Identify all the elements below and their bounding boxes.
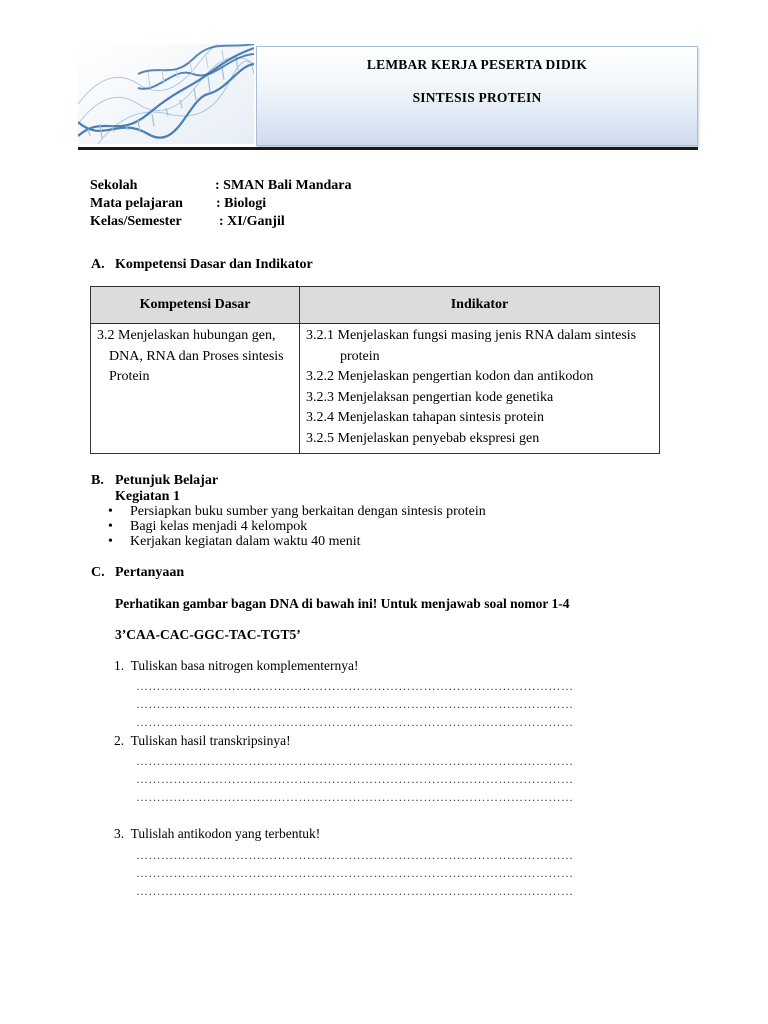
section-c-title: Pertanyaan xyxy=(115,565,185,580)
answer-line[interactable]: …………………………………………………………………………………………… xyxy=(136,715,574,729)
answer-line[interactable]: …………………………………………………………………………………………… xyxy=(136,772,574,786)
header-divider xyxy=(78,147,698,150)
list-item-text: Bagi kelas menjadi 4 kelompok xyxy=(130,519,308,534)
bullet-icon: • xyxy=(108,519,113,534)
answer-line[interactable]: …………………………………………………………………………………………… xyxy=(136,866,574,880)
question-text: Tuliskan hasil transkripsinya! xyxy=(130,733,291,748)
document-title: LEMBAR KERJA PESERTA DIDIK xyxy=(366,57,588,72)
identity-value-class: : XI/Ganjil xyxy=(219,214,285,229)
identity-label-subject: Mata pelajaran xyxy=(90,196,183,211)
indikator-item: 3.2.3 Menjelaksan pengertian kode genetika xyxy=(306,389,554,405)
section-b-title: Petunjuk Belajar xyxy=(115,473,219,488)
kd-text: 3.2 Menjelaskan hubungan gen, DNA, RNA dan Proses sintesis Protein xyxy=(97,328,284,384)
indikator-item: 3.2.4 Menjelaskan tahapan sintesis protein xyxy=(306,410,544,425)
title-box xyxy=(256,46,698,146)
list-item xyxy=(108,504,486,520)
indikator-item: 3.2.1 Menjelaskan fungsi masing jenis RNA dalam sintesis protein xyxy=(306,328,637,364)
answer-line[interactable]: …………………………………………………………………………………………… xyxy=(136,884,574,898)
indikator-cell xyxy=(300,324,660,454)
identity-value-subject: : Biologi xyxy=(216,196,267,211)
document-subtitle: SINTESIS PROTEIN xyxy=(412,90,542,105)
answer-line[interactable]: …………………………………………………………………………………………… xyxy=(136,848,574,862)
section-b-letter: B. xyxy=(91,473,104,488)
bullet-icon: • xyxy=(108,504,113,519)
dna-sequence: 3’CAA-CAC-GGC-TAC-TGT5’ xyxy=(115,627,301,642)
answer-line[interactable]: …………………………………………………………………………………………… xyxy=(136,790,574,804)
answer-line[interactable]: …………………………………………………………………………………………… xyxy=(136,679,574,693)
section-c-heading xyxy=(91,565,184,581)
competency-table xyxy=(90,286,660,454)
identity-label-school: Sekolah xyxy=(90,178,138,193)
question-1 xyxy=(114,658,358,674)
question-text: Tuliskan basa nitrogen komplementernya! xyxy=(130,658,359,673)
indikator-item: 3.2.2 Menjelaskan pengertian kodon dan antikodon xyxy=(306,369,594,384)
bullet-icon: • xyxy=(108,534,113,549)
table-row xyxy=(91,324,660,454)
table-header-row xyxy=(91,287,660,324)
section-c-letter: C. xyxy=(91,565,105,580)
question-number: 2. xyxy=(114,733,125,748)
column-header-kd: Kompetensi Dasar xyxy=(91,287,300,324)
answer-line[interactable]: …………………………………………………………………………………………… xyxy=(136,697,574,711)
indikator-item: 3.2.5 Menjelaskan penyebab ekspresi gen xyxy=(306,430,540,446)
dna-helix-image xyxy=(78,44,254,144)
answer-line[interactable]: …………………………………………………………………………………………… xyxy=(136,754,574,768)
question-2 xyxy=(114,733,291,749)
list-item xyxy=(108,534,361,550)
identity-label-class: Kelas/Semester xyxy=(90,214,182,229)
list-item-text: Kerjakan kegiatan dalam waktu 40 menit xyxy=(130,534,361,549)
question-number: 3. xyxy=(114,826,125,841)
question-text: Tulislah antikodon yang terbentuk! xyxy=(130,826,321,841)
question-3 xyxy=(114,826,320,842)
list-item xyxy=(108,519,307,535)
identity-value-school: : SMAN Bali Mandara xyxy=(215,178,352,193)
section-a-letter: A. xyxy=(91,257,105,272)
section-b-heading xyxy=(91,473,218,489)
section-a-heading xyxy=(91,257,313,273)
question-instruction: Perhatikan gambar bagan DNA di bawah ini! Untuk menjawab soal nomor 1-4 xyxy=(115,596,570,611)
question-number: 1. xyxy=(114,658,125,673)
section-a-title: Kompetensi Dasar dan Indikator xyxy=(115,257,313,272)
activity-label: Kegiatan 1 xyxy=(115,489,180,504)
kd-cell xyxy=(91,324,300,454)
list-item-text: Persiapkan buku sumber yang berkaitan dengan sintesis protein xyxy=(130,504,486,519)
column-header-indikator: Indikator xyxy=(300,287,660,324)
